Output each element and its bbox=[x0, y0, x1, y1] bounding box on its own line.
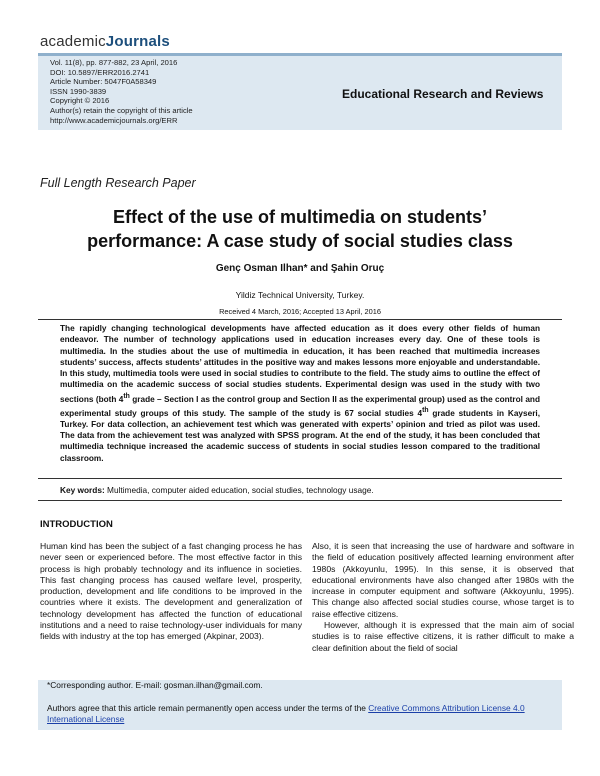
meta-url[interactable]: http://www.academicjournals.org/ERR bbox=[50, 115, 178, 125]
journal-name: Educational Research and Reviews bbox=[342, 87, 544, 101]
meta-rights: Author(s) retain the copyright of this article bbox=[50, 105, 193, 115]
abstract-top-rule bbox=[38, 319, 562, 320]
license-notice: Authors agree that this article remain permanently open access under the terms of the Creative Commons Attribution License 4.0 International License bbox=[47, 703, 525, 725]
meta-issn: ISSN 1990-3839 bbox=[50, 86, 107, 96]
article-meta bbox=[50, 58, 193, 125]
title-line-1: Effect of the use of multimedia on students’ bbox=[112, 207, 488, 227]
right-column bbox=[312, 541, 574, 654]
corresponding-author: *Corresponding author. E-mail: gosman.ilhan@gmail.com. bbox=[47, 680, 263, 690]
affiliation: Yildiz Technical University, Turkey. bbox=[235, 290, 365, 300]
license-link[interactable]: Creative Commons Attribution License 4.0 International License bbox=[47, 703, 525, 725]
keywords-label: Key words: bbox=[60, 485, 105, 495]
keywords-bottom-rule bbox=[38, 500, 562, 501]
paragraph: Human kind has been the subject of a fast changing process he has never seen or experienced before. The most effective factor in this process is high probably technology and its influence in societies. This fast changing process has caused welfare level, prosperity, production, development and life conditions to be improved in the countries where it exists. The development and generalization of technology development has affected the function of educational institutions and a need to raise technology-user individuals for many fields with industry at the top has emerged (Akpinar, 2003). bbox=[40, 541, 302, 642]
left-column bbox=[40, 541, 302, 643]
meta-copyright: Copyright © 2016 bbox=[50, 96, 110, 106]
paragraph: Also, it is seen that increasing the use of hardware and software in the field of education positively affected learning environment after 1980s (Akkoyunlu, 1995). In this sense, it is observed that educational environments have also changed after 1980s with the increase in computer equipment and software (Akkoyunlu, 1995). This change also affected social studies course, whose target is to raise effective citizens. bbox=[312, 541, 574, 619]
meta-doi: DOI: 10.5897/ERR2016.2741 bbox=[50, 67, 150, 77]
keywords-text: Multimedia, computer aided education, social studies, technology usage. bbox=[104, 485, 374, 495]
paper-type: Full Length Research Paper bbox=[40, 176, 196, 190]
paragraph: However, although it is expressed that the main aim of social studies is to raise effective citizens, it is rather difficult to make a clear definition about the field of social bbox=[312, 620, 574, 653]
title-line-2: performance: A case study of social studies class bbox=[87, 231, 513, 251]
publisher-logo: academicJournals bbox=[40, 33, 170, 50]
received-accepted-dates: Received 4 March, 2016; Accepted 13 April, 2016 bbox=[219, 307, 381, 316]
authors: Genç Osman Ilhan* and Şahin Oruç bbox=[215, 263, 385, 274]
abstract: The rapidly changing technological developments have affected education as it does every other fields of human endeavor. The number of technology applications used in education increases every day. One of these tools is multimedia. In the studies about the use of multimedia in education, it has been reached that multimedia increases students’ success, affects students’ attitudes in the positive way and makes lessons more enjoyable and understandable. In this study, multimedia tools were used in social studies to contribute to the field. The study aims to outline the effect of multimedia on the academic success of social studies students. Experimental design was used in the study with two sections (both 4th grade – Section I as the control group and Section II as the experimental group) used as the control and experimental study groups of this study. The sample of the study is 67 social studies 4th grade students in Kayseri, Turkey. For data collection, an achievement test which was generated with experts’ opinion and tried as pilot was used. The data from the achievement test was analyzed with SPSS program. At the end of the study, it has been concluded that multimedia technique increased the academic success of students in social studies lesson compared to the traditional classroom. bbox=[60, 324, 540, 463]
meta-article-number: Article Number: 5047F0A58349 bbox=[50, 77, 157, 87]
paper-title bbox=[40, 205, 560, 253]
keywords bbox=[60, 485, 540, 496]
meta-volume: Vol. 11(8), pp. 877-882, 23 April, 2016 bbox=[50, 58, 178, 67]
section-heading-introduction: INTRODUCTION bbox=[40, 519, 113, 530]
keywords-top-rule bbox=[38, 478, 562, 479]
